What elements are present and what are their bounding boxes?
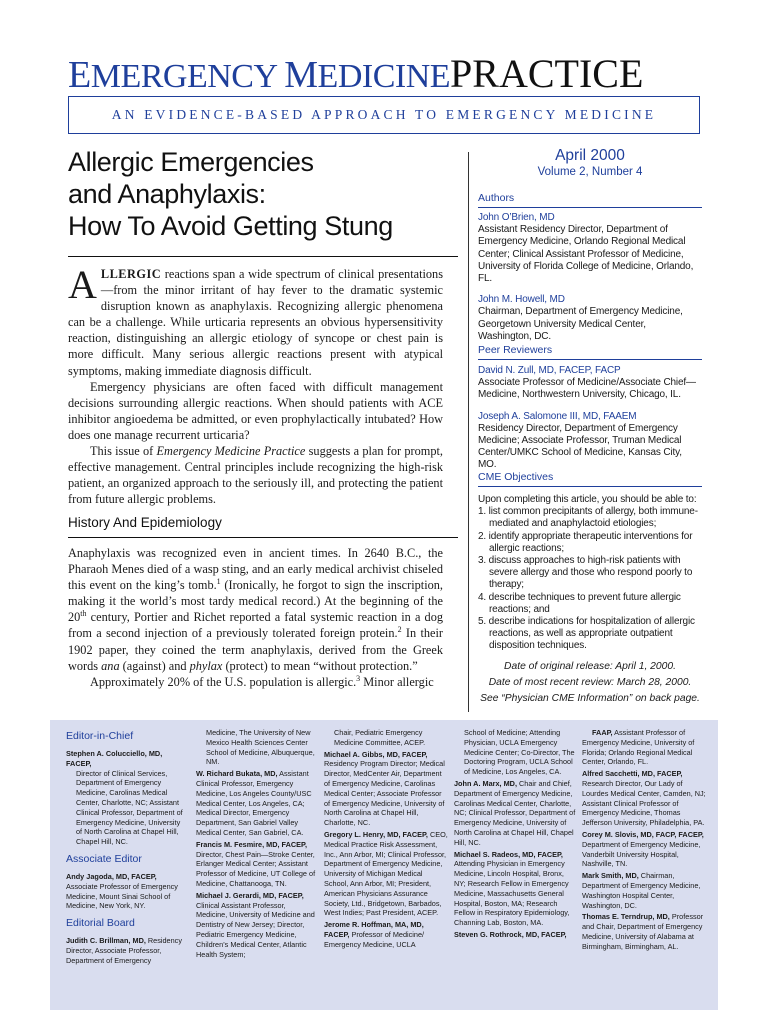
board-entry: [582, 830, 710, 869]
board-member-desc: Chairman, Department of Emergency Medicine, Washington Hospital Center, Washington, DC.: [582, 871, 701, 910]
editorial-board-heading: Editorial Board: [66, 917, 135, 930]
history-p1-c: century, Portier and Richet reported a fatal systemic reaction in a dog from a second injection of a previously tolerated foreign protein.: [68, 610, 443, 641]
intro-text: [68, 262, 443, 507]
cme-item: 4. describe techniques to prevent future allergic reactions; and: [478, 591, 681, 615]
history-paragraph-2: [68, 674, 443, 690]
column-divider: [468, 152, 469, 712]
board-column-5: [582, 728, 710, 954]
peer-reviewers-block: [478, 365, 702, 472]
intro-paragraph-1: [68, 262, 443, 379]
board-column-1: [66, 728, 188, 968]
article-title-line-2: and Anaphylaxis:: [68, 179, 266, 209]
board-member-desc: Associate Professor of Emergency Medicine, Mount Sinai School of Medicine, New York, NY.: [66, 881, 178, 911]
editor-in-chief-heading: Editor-in-Chief: [66, 730, 134, 742]
board-entry: [582, 871, 710, 910]
section-divider: [68, 537, 458, 538]
peer-reviewers-heading: Peer Reviewers: [478, 344, 702, 360]
history-p1-d: In their 1902 paper, they coined the term anaphylaxis, derived from the Greek words: [68, 626, 444, 673]
footnote-ref-3: 3: [356, 673, 361, 683]
article-title-line-3: How To Avoid Getting Stung: [68, 211, 393, 241]
cme-objectives: [478, 494, 702, 653]
intro-p3-b: suggests a plan for prompt, effective management. Central principles include recognizing the high-risk patient, an organized approach to the seriously ill, and protecting the patient from future allergic problems.: [68, 444, 443, 507]
associate-editor-heading: Associate Editor: [66, 852, 142, 865]
board-member-desc: CEO, Medical Practice Risk Assessment, Inc., Ann Arbor, MI; Clinical Professor, Department of Emergency Medicine, University of Michigan Medical School, Ann Arbor, MI; President, American Physicians Assurance Society, Ltd., Bridgetown, Barbados, West Indies; Past President, ACEP.: [324, 829, 448, 918]
history-p2-a: Approximately 20% of the U.S. population is allergic.: [90, 674, 357, 689]
cme-intro: Upon completing this article, you should be able to:: [478, 494, 697, 505]
cme-item: 5. describe indications for hospitalization of allergic reactions, as well as appropriate outpatient disposition techniques.: [478, 616, 695, 652]
board-entry: [196, 891, 318, 960]
masthead-tagline-box: [68, 96, 700, 134]
masthead-practice: PRACTICE: [450, 51, 644, 96]
superscript-th: th: [80, 609, 87, 619]
masthead-title: [68, 50, 700, 96]
release-info: [478, 659, 702, 706]
author-2-name: John M. Howell, MD: [478, 294, 565, 306]
board-entry: [66, 749, 188, 847]
board-member-desc: Director of Clinical Services, Department of Emergency Medicine, Carolinas Medical Center, Charlotte, NC; Assistant Clinical Professor, Department of Emergency Medicine, University of North Carolina at Chapel Hill, Chapel Hill, NC.: [76, 768, 183, 847]
authors-heading: Authors: [478, 192, 702, 208]
board-entry: [324, 830, 448, 918]
board-member-name: Corey M. Slovis, MD, FACP, FACEP,: [582, 829, 704, 839]
board-member-desc: Department of Emergency Medicine, Vanderbilt University Hospital, Nashville, TN.: [582, 839, 701, 869]
board-member-desc: Residency Program Director; Medical Director, MedCenter Air, Department of Emergency Medicine, Carolinas Medical Center; Associate Professor of Emergency Medicine, University of North Carolina at Chapel Hill, Charlotte, NC.: [324, 759, 445, 828]
board-member-desc: Assistant Professor of Emergency Medicine, University of Florida; Orlando Regional Medical Center, Orlando, FL.: [582, 728, 695, 767]
footnote-ref-2: 2: [397, 625, 402, 635]
authors-block: [478, 212, 702, 343]
board-member-name: Thomas E. Terndrup, MD,: [582, 912, 670, 922]
word-ana: ana: [101, 658, 120, 673]
board-entry: [196, 769, 318, 838]
board-member-name: Stephen A. Colucciello, MD, FACEP,: [66, 749, 163, 768]
history-p1-e: (against) and: [119, 658, 190, 673]
author-2-desc: Chairman, Department of Emergency Medicine, Georgetown University Medical Center, Washington, DC.: [478, 306, 683, 342]
board-entry: [454, 850, 576, 928]
article-title: [68, 146, 458, 242]
board-member-name: Judith C. Brillman, MD,: [66, 936, 146, 946]
masthead-edicine: EDICINE: [317, 58, 451, 95]
peer-2-desc: Residency Director, Department of Emergency Medicine; Associate Professor, Truman Medical Center/UMKC School of Medicine, Kansas City, MO.: [478, 422, 682, 471]
masthead-e: E: [68, 54, 91, 96]
intro-paragraph-2: Emergency physicians are often faced with difficult management decisions surrounding allergic reactions. When should patients with ACE inhibitor angioedema be admitted, or even prophylactically intubated? How does one manage recurrent urticaria?: [68, 379, 443, 442]
board-entry: [324, 750, 448, 828]
board-column-3: [324, 728, 448, 952]
editorial-board: [50, 720, 718, 1010]
board-member-desc: Assistant Clinical Professor, Emergency Medicine, Los Angeles County/USC Medical Center, Los Angeles, CA; Medical Director, Emergency Department, San Gabriel Valley Medical Center, San Gabriel, CA.: [196, 769, 312, 837]
board-entry: [582, 912, 710, 951]
history-p2-b: Minor allergic: [360, 674, 434, 689]
title-divider: [68, 256, 458, 257]
board-member-name: W. Richard Bukata, MD,: [196, 769, 278, 779]
board-member-desc: Residency Director, Associate Professor, Department of Emergency: [66, 936, 182, 965]
board-entry: [454, 930, 576, 940]
board-entry: [454, 779, 576, 848]
masthead-tagline: AN EVIDENCE-BASED APPROACH TO EMERGENCY MEDICINE: [111, 107, 657, 122]
release-date: Date of original release: April 1, 2000.: [504, 661, 676, 672]
board-entry: [582, 769, 710, 828]
board-member-name: Michael S. Radeos, MD, FACEP,: [454, 849, 563, 859]
board-member-desc: Attending Physician in Emergency Medicine, Lincoln Hospital, Bronx, NY; Research Fellow in Emergency Medicine, Massachusetts General Hospital, Boston, MA; Research Fellow in Respiratory Epidemiology, Channing Lab, Boston, MA.: [454, 859, 570, 928]
board-member-desc: Professor and Chair, Department of Emergency Medicine, University of Alabama at Birmingham, Birmingham, AL.: [582, 912, 704, 951]
cme-item: 2. identify appropriate therapeutic interventions for allergic reactions;: [478, 530, 693, 554]
word-phylax: phylax: [189, 658, 223, 673]
board-member-name: Alfred Sacchetti, MD, FACEP,: [582, 769, 683, 779]
peer-1-desc: Associate Professor of Medicine/Associate Chief—Medicine, Northwestern University, Chicago, IL.: [478, 377, 696, 401]
board-member-name: Andy Jagoda, MD, FACEP,: [66, 871, 157, 881]
review-date: Date of most recent review: March 28, 2000.: [488, 676, 692, 688]
cme-item: 1. list common precipitants of allergy, both immune-mediated and anaphylactoid etiologies;: [478, 506, 698, 530]
author-1-desc: Assistant Residency Director, Department of Emergency Medicine, Orlando Regional Medical Center; Clinical Assistant Professor of Medicine, University of Florida College of Medicine, Orlando, FL.: [478, 224, 694, 285]
peer-2-name: Joseph A. Salomone III, MD, FAAEM: [478, 410, 637, 422]
intro-p3-a: This issue of: [90, 444, 157, 459]
intro-p3-journal: Emergency Medicine Practice: [156, 444, 306, 459]
board-entry: [324, 920, 448, 949]
board-member-name: Michael J. Gerardi, MD, FACEP,: [196, 890, 304, 900]
section-heading: History And Epidemiology: [68, 515, 222, 530]
history-paragraph-1: [68, 545, 443, 674]
history-p1-b: (Ironically, he forgot to sign the inscription, making it the world’s most tardy medical record.) At the beginning of the 20: [68, 578, 443, 625]
board-member-desc: Chair and Chief, Department of Emergency Medicine, Carolinas Medical Center, Charlotte, NC; Clinical Professor, Department of Emergency Medicine, University of North Carolina at Chapel Hill, Chapel Hill, NC.: [454, 778, 576, 847]
masthead-m: M: [284, 54, 318, 96]
board-entry: [582, 728, 710, 767]
drop-cap: A: [68, 262, 97, 307]
see-note: See “Physician CME Information” on back page.: [480, 692, 700, 704]
peer-1-name: David N. Zull, MD, FACEP, FACP: [478, 365, 621, 376]
board-continued-desc: Medicine, The University of New Mexico Health Sciences Center School of Medicine, Albuquerque, NM.: [206, 728, 315, 767]
cme-heading: CME Objectives: [478, 471, 702, 487]
board-entry: [196, 840, 318, 889]
board-member-name: Jerome R. Hoffman, MA, MD, FACEP,: [324, 920, 424, 939]
board-continued-desc: School of Medicine; Attending Physician, UCLA Emergency Medicine Center; Co-Director, The Doctoring Program, UCLA School of Medicine, Los Angeles, CA.: [464, 728, 575, 777]
board-entry: [66, 872, 188, 911]
board-member-name: Mark Smith, MD,: [582, 871, 639, 881]
history-p1-a: Anaphylaxis was recognized even in ancient times. In 2640 B.C., the Pharaoh Menes died of a wasp sting, and an early medical archivist chiseled this event on the king’s tomb.: [68, 546, 443, 593]
board-member-desc: Clinical Assistant Professor, Medicine, University of Medicine and Dentistry of New Jersey; Director, Pediatric Emergency Medicine, Children’s Medical Center, Atlantic Health System;: [196, 900, 315, 959]
board-member-desc: Professor of Medicine/ Emergency Medicine, UCLA: [324, 929, 425, 949]
footnote-ref-1: 1: [216, 577, 221, 587]
board-member-name: Steven G. Rothrock, MD, FACEP,: [454, 929, 567, 939]
cme-item: 3. discuss approaches to high-risk patients with severe allergy and those who respond poorly to therapy;: [478, 555, 693, 591]
board-member-name: John A. Marx, MD,: [454, 778, 517, 788]
masthead-mergency: MERGENCY: [90, 58, 285, 95]
intro-paragraph-3: [68, 443, 443, 507]
history-p1-f: (protect) to mean “without protection.”: [222, 658, 418, 673]
board-column-2: [196, 728, 318, 961]
board-member-name: Francis M. Fesmire, MD, FACEP,: [196, 839, 307, 849]
board-member-desc: Director, Chest Pain—Stroke Center, Erlanger Medical Center; Assistant Professor of Medicine, UT College of Medicine, Chattanooga, TN.: [196, 849, 316, 888]
board-member-name: Gregory L. Henry, MD, FACEP,: [324, 829, 428, 839]
board-member-name: Michael A. Gibbs, MD, FACEP,: [324, 749, 428, 759]
issue-date: April 2000: [555, 147, 625, 164]
author-1-name: John O’Brien, MD: [478, 212, 555, 223]
issue-volume: Volume 2, Number 4: [537, 166, 643, 178]
intro-paragraph-1-text: reactions span a wide spectrum of clinical presentations—from the minor irritant of hay fever to the dramatic systemic disruption known as anaphylaxis. Recognizing allergic phenomena can be a challenge. While urticaria represents an obvious hypersensitivity reaction, distinguishing an allergic etiology of syncope or chest pain is more difficult. Many serious allergic reactions present with atypical symptoms, making immediate diagnosis difficult.: [68, 267, 443, 378]
board-member-desc: Research Director, Our Lady of Lourdes Medical Center, Camden, NJ; Assistant Clinical Professor of Emergency Medicine, Thomas Jefferson University, Philadelphia, PA.: [582, 778, 706, 828]
board-entry: [66, 936, 188, 965]
board-member-name: FAAP,: [592, 728, 613, 737]
board-continued-desc: Chair, Pediatric Emergency Medicine Committee, ACEP.: [334, 728, 426, 747]
article-title-line-1: Allergic Emergencies: [68, 147, 314, 177]
board-column-4: [454, 728, 576, 942]
intro-lead-word: LLERGIC: [100, 267, 162, 281]
history-text: [68, 545, 443, 690]
